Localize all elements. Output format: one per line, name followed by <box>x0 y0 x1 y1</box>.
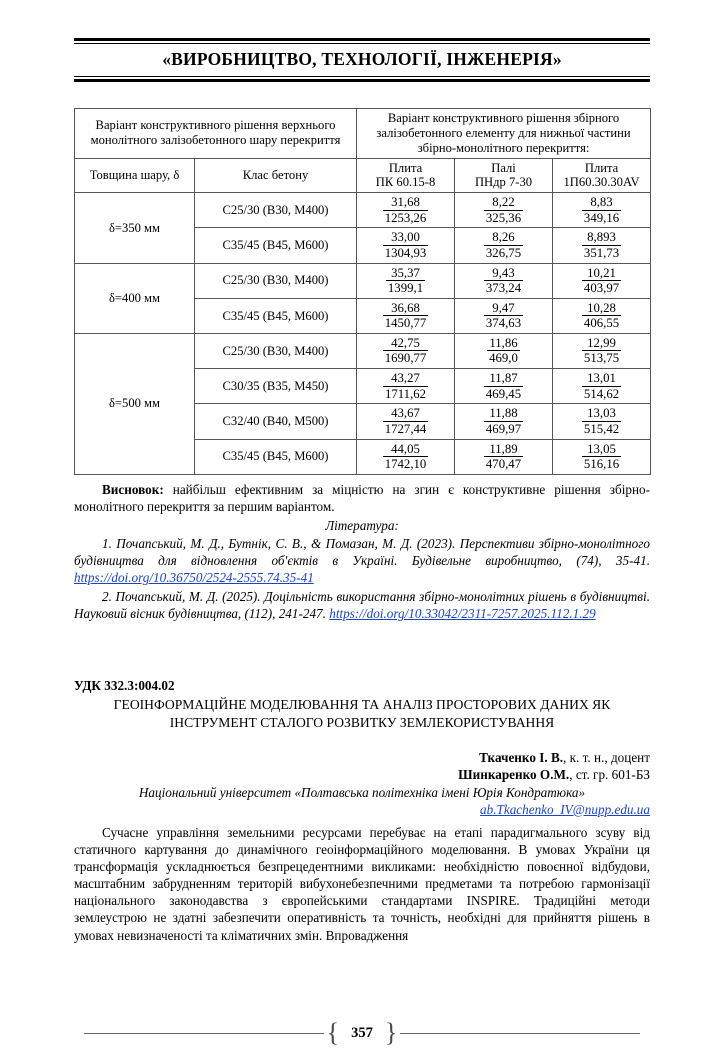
reference-doi-link[interactable]: https://doi.org/10.33042/2311-7257.2025.112.1.29 <box>329 605 596 621</box>
table-cell-value <box>455 369 553 404</box>
table-cell-value <box>455 404 553 439</box>
value-fraction <box>383 406 429 436</box>
table-header-row-top <box>75 109 651 159</box>
value-numerator: 13,01 <box>582 371 621 386</box>
table-header-slab-pk-line2: ПК 60.15-8 <box>375 175 436 190</box>
table-cell-value <box>455 228 553 263</box>
table-cell-value <box>553 228 651 263</box>
footer-brace-right-icon: } <box>384 1018 398 1047</box>
value-numerator: 9,47 <box>484 301 523 316</box>
reference-text: 2. Почапський, М. Д. (2025). Доцільність використання збірно-монолітних рішень в будівництві. Науковий вісник будівництва, (112), 241-247. <box>74 588 650 621</box>
value-denominator: 1304,93 <box>384 245 427 260</box>
table-cell-thickness: δ=350 мм <box>75 193 195 263</box>
table-cell-concrete-class: С35/45 (В45, М600) <box>195 228 357 263</box>
running-head-title: «ВИРОБНИЦТВО, ТЕХНОЛОГІЇ, ІНЖЕНЕРІЯ» <box>162 49 562 69</box>
value-numerator: 35,37 <box>386 266 425 281</box>
table-header-row-sub <box>75 158 651 193</box>
value-denominator: 349,16 <box>583 210 620 225</box>
value-denominator: 515,42 <box>583 421 620 436</box>
table-cell-value <box>455 193 553 228</box>
value-denominator: 1690,77 <box>384 351 427 366</box>
reference-item <box>74 588 650 622</box>
table-cell-value <box>553 334 651 369</box>
table-cell-value <box>357 334 455 369</box>
value-numerator: 10,21 <box>582 266 621 281</box>
table-header-concrete-class: Клас бетону <box>195 158 357 193</box>
value-fraction <box>484 301 523 331</box>
running-head-rule-top-thick <box>74 38 650 41</box>
literature-heading: Література: <box>325 518 399 534</box>
author-name: Шинкаренко О.М. <box>458 767 570 783</box>
table-header-slab-pk-line1: Плита <box>388 160 423 175</box>
value-fraction <box>582 371 621 401</box>
value-numerator: 44,05 <box>383 442 429 457</box>
table-cell-value <box>553 439 651 474</box>
table-cell-value <box>553 263 651 298</box>
results-table <box>74 108 651 475</box>
author-email-link[interactable]: ab.Tkachenko_IV@nupp.edu.ua <box>480 801 650 817</box>
table-header-slab-1p <box>553 158 651 193</box>
value-denominator: 469,45 <box>485 386 522 401</box>
value-numerator: 8,893 <box>582 230 621 245</box>
value-fraction <box>484 371 523 401</box>
value-numerator: 8,83 <box>582 195 621 210</box>
table-header-left: Варіант конструктивного рішення верхнього монолітного залізобетонного шару перекриття <box>75 109 357 159</box>
value-denominator: 1711,62 <box>384 386 427 401</box>
value-fraction <box>383 230 429 260</box>
table-cell-concrete-class: С25/30 (В30, М400) <box>195 193 357 228</box>
table-cell-concrete-class: С25/30 (В30, М400) <box>195 263 357 298</box>
value-denominator: 406,55 <box>583 316 620 331</box>
value-fraction <box>484 230 523 260</box>
author-list <box>74 749 650 784</box>
value-fraction <box>582 230 621 260</box>
table-header-piles-line1: Палі <box>491 160 516 175</box>
author-degree: , ст. гр. 601-БЗ <box>569 767 650 783</box>
table-header-slab-1p-line2: 1П60.30.30AV <box>563 175 640 190</box>
table-cell-concrete-class: С35/45 (В45, М600) <box>195 439 357 474</box>
results-table-body <box>75 193 651 475</box>
footer-brace-left-icon: { <box>326 1018 340 1047</box>
conclusion-label: Висновок: <box>102 481 164 497</box>
table-cell-value <box>357 263 455 298</box>
page-number: 357 <box>351 1024 373 1041</box>
abstract-paragraph: Сучасне управління земельними ресурсами перебуває на етапі парадигмального зсуву від статичного картування до динамічного геоінформаційного моделювання. В умовах України ця трансформація ускладнюється безпрецедентними викликами: необхідністю повоєнної відбудови, масштабним забрудненням територій вибухонебезпечними предметами та потребою гармонізації національного законодавства з європейськими стандартами INSPIRE. Традиційні методи землеустрою не здатні забезпечити оперативність та точність, необхідні для прийняття рішень в умовах невизначеності та кліматичних змін. Впровадження <box>74 824 650 943</box>
value-denominator: 516,16 <box>583 456 620 471</box>
value-numerator: 11,88 <box>484 406 523 421</box>
value-denominator: 1742,10 <box>384 456 427 471</box>
value-fraction <box>383 336 429 366</box>
conclusion-text: найбільш ефективним за міцністю на згин є конструктивне рішення збірно-монолітного перекриття за першим варіантом. <box>74 481 650 514</box>
value-numerator: 13,05 <box>582 442 621 457</box>
value-fraction <box>582 266 621 296</box>
value-fraction <box>487 336 520 366</box>
table-row <box>75 193 651 228</box>
value-denominator: 513,75 <box>583 351 620 366</box>
value-numerator: 13,03 <box>582 406 621 421</box>
value-numerator: 11,87 <box>484 371 523 386</box>
value-fraction <box>582 195 621 225</box>
value-denominator: 1727,44 <box>384 421 427 436</box>
reference-item <box>74 535 650 586</box>
value-denominator: 351,73 <box>583 245 620 260</box>
journal-page <box>0 38 724 1062</box>
running-head-rule-bottom-thick <box>74 79 650 82</box>
value-denominator: 325,36 <box>485 210 522 225</box>
author-degree: , к. т. н., доцент <box>563 749 650 765</box>
value-numerator: 36,68 <box>383 301 429 316</box>
value-fraction <box>582 301 621 331</box>
value-fraction <box>383 442 429 472</box>
table-cell-value <box>455 298 553 333</box>
author-entry <box>74 749 650 766</box>
running-head <box>74 38 650 82</box>
value-numerator: 8,26 <box>484 230 523 245</box>
value-numerator: 31,68 <box>383 195 429 210</box>
value-fraction <box>582 406 621 436</box>
value-numerator: 12,99 <box>582 336 621 351</box>
value-numerator: 11,89 <box>484 442 523 457</box>
table-cell-concrete-class: С25/30 (В30, М400) <box>195 334 357 369</box>
table-cell-value <box>357 404 455 439</box>
value-numerator: 11,86 <box>487 336 520 351</box>
value-fraction <box>484 195 523 225</box>
conclusion-paragraph <box>74 481 650 515</box>
table-header-slab-1p-line1: Плита <box>584 160 619 175</box>
table-cell-thickness: δ=400 мм <box>75 263 195 333</box>
value-numerator: 42,75 <box>383 336 429 351</box>
table-cell-value <box>357 369 455 404</box>
table-cell-value <box>553 298 651 333</box>
footer-rule-right <box>400 1033 640 1034</box>
value-fraction <box>386 266 425 296</box>
table-cell-concrete-class: С35/45 (В45, М600) <box>195 298 357 333</box>
value-numerator: 9,43 <box>484 266 523 281</box>
value-denominator: 326,75 <box>485 245 522 260</box>
author-name: Ткаченко І. В. <box>479 749 564 765</box>
table-cell-thickness: δ=500 мм <box>75 334 195 475</box>
value-denominator: 470,47 <box>485 456 522 471</box>
value-denominator: 1253,26 <box>384 210 427 225</box>
running-head-rule-bottom-thin <box>74 76 650 77</box>
table-header-right: Варіант конструктивного рішення збірного залізобетонного елементу для нижньої частини збірно-монолітного перекриття: <box>357 109 651 159</box>
table-cell-concrete-class: С32/40 (В40, М500) <box>195 404 357 439</box>
table-cell-value <box>357 298 455 333</box>
udc-code: УДК 332.3:004.02 <box>74 677 175 693</box>
value-fraction <box>484 266 523 296</box>
value-numerator: 8,22 <box>484 195 523 210</box>
table-cell-value <box>455 263 553 298</box>
reference-list <box>74 535 650 622</box>
table-cell-value <box>553 404 651 439</box>
value-fraction <box>383 371 428 401</box>
table-header-piles-line2: ПНдр 7-30 <box>474 175 533 190</box>
value-numerator: 43,67 <box>383 406 429 421</box>
table-cell-value <box>357 439 455 474</box>
reference-doi-link[interactable]: https://doi.org/10.36750/2524-2555.74.35-41 <box>74 570 314 586</box>
email-line <box>74 802 650 818</box>
value-denominator: 1450,77 <box>384 316 427 331</box>
value-numerator: 10,28 <box>582 301 621 316</box>
value-numerator: 43,27 <box>383 371 428 386</box>
table-cell-value <box>553 369 651 404</box>
table-cell-value <box>553 193 651 228</box>
value-denominator: 374,63 <box>485 316 522 331</box>
value-fraction <box>383 301 429 331</box>
table-header-slab-pk <box>357 158 455 193</box>
table-cell-concrete-class: С30/35 (В35, М450) <box>195 369 357 404</box>
table-header-piles <box>455 158 553 193</box>
article-title: ГЕОІНФОРМАЦІЙНЕ МОДЕЛЮВАННЯ ТА АНАЛІЗ ПРОСТОРОВИХ ДАНИХ ЯК ІНСТРУМЕНТ СТАЛОГО РОЗВИТКУ ЗЕМЛЕКОРИСТУВАННЯ <box>113 696 611 730</box>
table-row <box>75 334 651 369</box>
table-cell-value <box>357 193 455 228</box>
table-cell-value <box>357 228 455 263</box>
table-row <box>75 263 651 298</box>
value-fraction <box>383 195 429 225</box>
affiliation: Національний університет «Полтавська політехніка імені Юрія Кондратюка» <box>138 784 586 800</box>
value-denominator: 403,97 <box>583 281 620 295</box>
table-cell-value <box>455 439 553 474</box>
value-fraction <box>582 336 621 366</box>
table-cell-value <box>455 334 553 369</box>
value-denominator: 514,62 <box>583 386 620 401</box>
value-denominator: 469,97 <box>485 421 522 436</box>
value-fraction <box>582 442 621 472</box>
value-denominator: 373,24 <box>485 281 522 295</box>
footer-rule-left <box>84 1033 324 1034</box>
table-header-thickness: Товщина шару, δ <box>75 158 195 193</box>
value-denominator: 469,0 <box>489 351 518 366</box>
author-entry <box>74 766 650 783</box>
value-denominator: 1399,1 <box>387 281 424 295</box>
value-fraction <box>484 442 523 472</box>
reference-text: 1. Почапський, М. Д., Бутнік, С. В., & Помазан, М. Д. (2023). Перспективи збірно-монолітного будівництва для відновлення об'єктів в Україні. Будівельне виробництво, (74), 35-41. <box>74 536 650 569</box>
value-numerator: 33,00 <box>383 230 429 245</box>
value-fraction <box>484 406 523 436</box>
